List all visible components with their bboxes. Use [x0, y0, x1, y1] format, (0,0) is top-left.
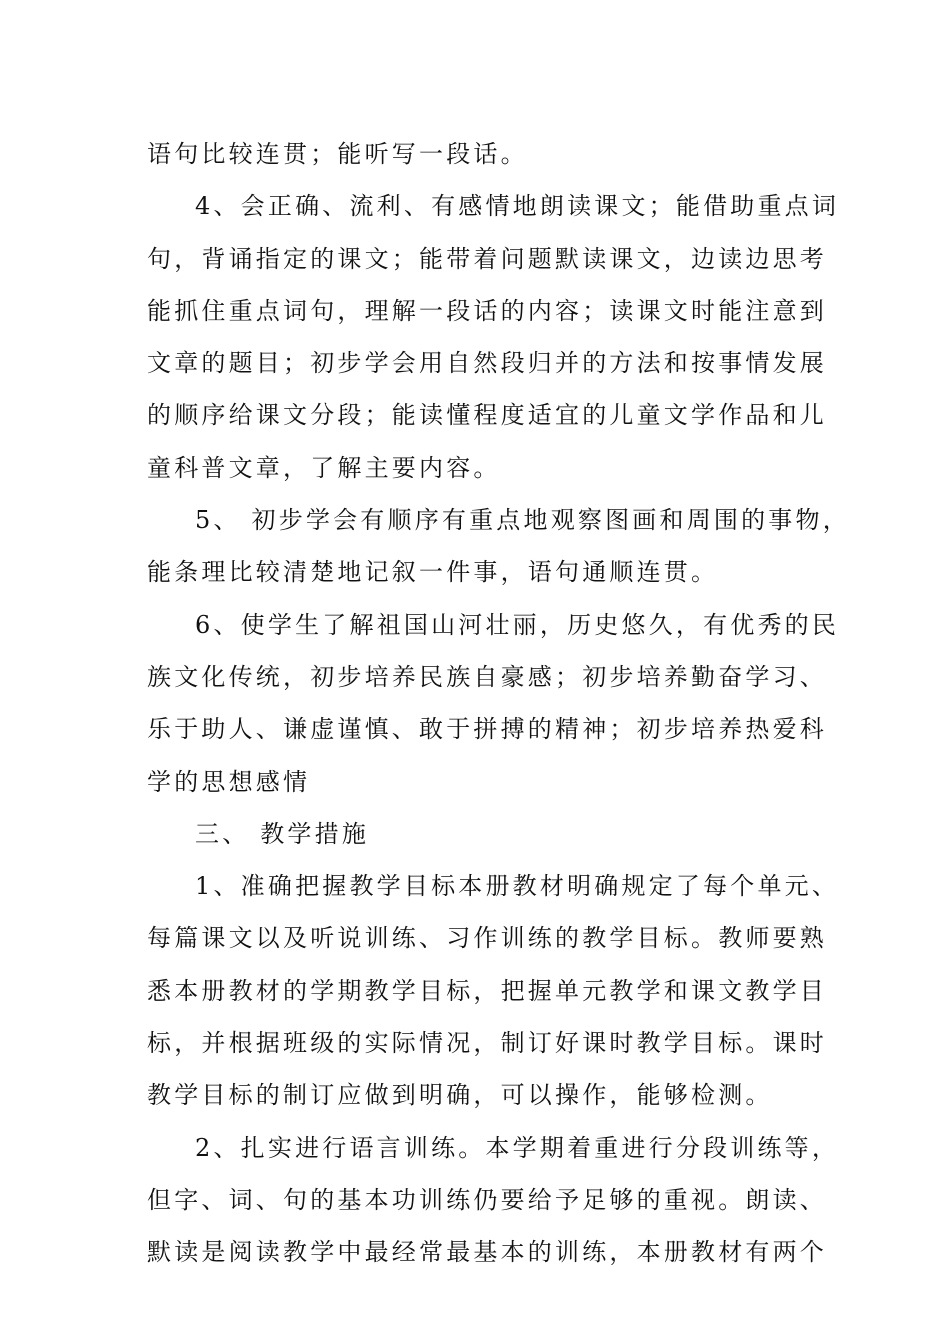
text-line: 族文化传统，初步培养民族自豪感；初步培养勤奋学习、: [147, 662, 827, 691]
section-heading: 三、 教学措施: [195, 819, 370, 848]
text-line: 标，并根据班级的实际情况，制订好课时教学目标。课时: [147, 1029, 827, 1058]
text-line: 学的思想感情: [147, 767, 311, 796]
text-line: 童科普文章，了解主要内容。: [147, 453, 501, 482]
text-line: 能抓住重点词句，理解一段话的内容；读课文时能注意到: [147, 296, 827, 325]
text-line: 5、 初步学会有顺序有重点地观察图画和周围的事物，: [195, 506, 850, 535]
text-line: 2、扎实进行语言训练。本学期着重进行分段训练等，: [195, 1133, 840, 1162]
text-line: 但字、词、句的基本功训练仍要给予足够的重视。朗读、: [147, 1185, 827, 1214]
document-body: [147, 128, 850, 1279]
text-line: 6、使学生了解祖国山河壮丽，历史悠久，有优秀的民: [195, 610, 840, 639]
text-line: 默读是阅读教学中最经常最基本的训练，本册教材有两个: [147, 1238, 827, 1267]
text-line: 教学目标的制订应做到明确，可以操作，能够检测。: [147, 1081, 773, 1110]
text-line: 句，背诵指定的课文；能带着问题默读课文，边读边思考: [147, 244, 827, 273]
text-line: 1、准确把握教学目标本册教材明确规定了每个单元、: [195, 872, 840, 901]
text-line: 4、会正确、流利、有感情地朗读课文；能借助重点词: [195, 192, 840, 221]
text-line: 能条理比较清楚地记叙一件事，语句通顺连贯。: [147, 558, 719, 587]
text-line: 文章的题目；初步学会用自然段归并的方法和按事情发展: [147, 349, 827, 378]
text-line: 悉本册教材的学期教学目标，把握单元教学和课文教学目: [147, 976, 827, 1005]
text-line: 乐于助人、谦虚谨慎、敢于拼搏的精神；初步培养热爱科: [147, 715, 827, 744]
text-line: 的顺序给课文分段；能读懂程度适宜的儿童文学作品和儿: [147, 401, 827, 430]
text-line: 每篇课文以及听说训练、习作训练的教学目标。教师要熟: [147, 924, 827, 953]
text-line: 语句比较连贯；能听写一段话。: [147, 140, 528, 168]
